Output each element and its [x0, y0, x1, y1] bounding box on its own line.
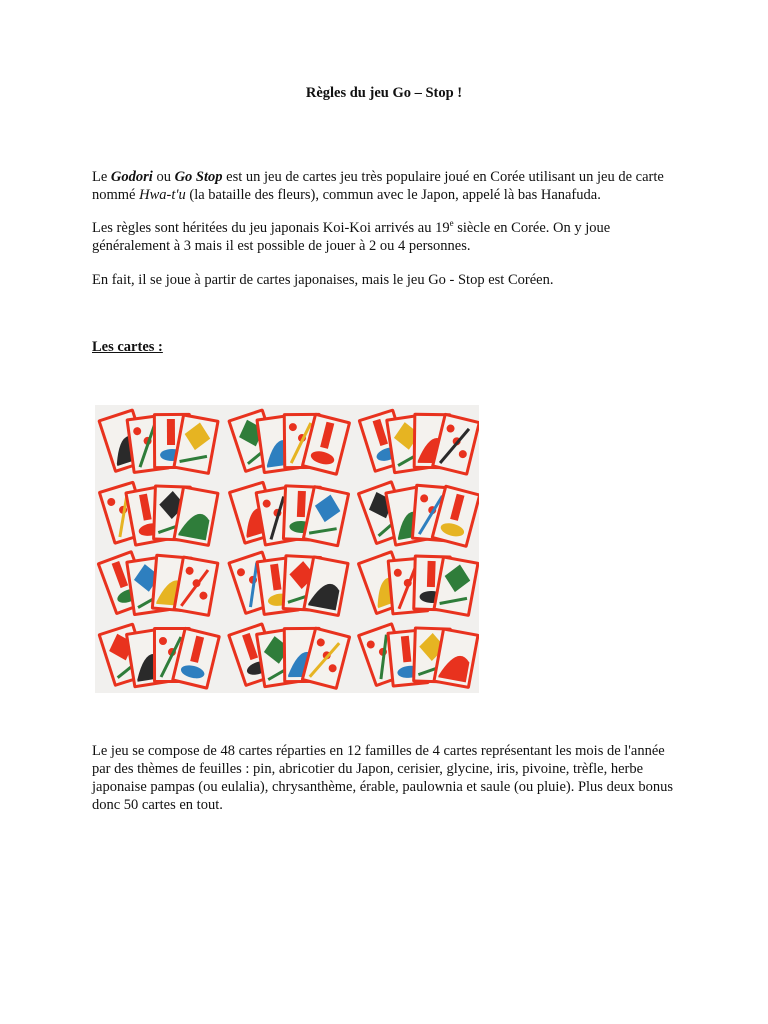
card-group: [357, 550, 479, 617]
hanafuda-cards-photo: [95, 405, 479, 693]
card-group: [227, 408, 351, 476]
card-group: [98, 480, 220, 547]
card-group: [357, 408, 479, 476]
term-hwatu: Hwa-t'u: [139, 187, 186, 203]
superscript: e: [449, 218, 454, 229]
text: ou: [152, 169, 175, 185]
text: (la bataille des fleurs), commun avec le Japon, appelé là bas Hanafuda.: [185, 187, 601, 203]
text: siècle en Corée. On y joue généralement à 3 mais il est possible de jouer à 2 ou 4 personnes.: [92, 220, 611, 254]
intro-paragraph-3: En fait, il se joue à partir de cartes japonaises, mais le jeu Go - Stop est Coréen.: [92, 272, 554, 288]
section-heading-cartes: Les cartes :: [92, 339, 163, 355]
text: est un jeu de cartes jeu très populaire joué en Corée utilisant un jeu de carte nommé: [92, 169, 664, 203]
card-group: [357, 622, 479, 689]
text: Les règles sont héritées du jeu japonais Koi-Koi arrivés au 19: [92, 220, 450, 236]
card-group: [357, 480, 479, 548]
card-group: [227, 550, 350, 617]
text: Le: [92, 169, 111, 185]
card-group: [96, 550, 219, 617]
page-title: Règles du jeu Go – Stop !: [305, 85, 463, 101]
card-group: [228, 480, 351, 547]
intro-paragraph-1: [92, 168, 682, 204]
term-go-stop: Go Stop: [174, 169, 223, 185]
term-godori: Godori: [110, 169, 153, 185]
card-group: [227, 622, 351, 690]
card-group: [97, 408, 220, 475]
cards-illustration: [95, 405, 479, 693]
card-group: [97, 622, 221, 690]
intro-paragraph-2: [92, 219, 682, 255]
cartes-description-paragraph: Le jeu se compose de 48 cartes réparties en 12 familles de 4 cartes représentant les mois de l'année par des thèmes de feuilles : pin, abricotier du Japon, cerisier, glycine, iris, pivoine, trèfle, herbe japonaise pampas (ou eulalia), chrysanthème, érable, paulownia et saule (ou pluie). Plus deux bonus donc 50 cartes en tout.: [92, 743, 674, 813]
